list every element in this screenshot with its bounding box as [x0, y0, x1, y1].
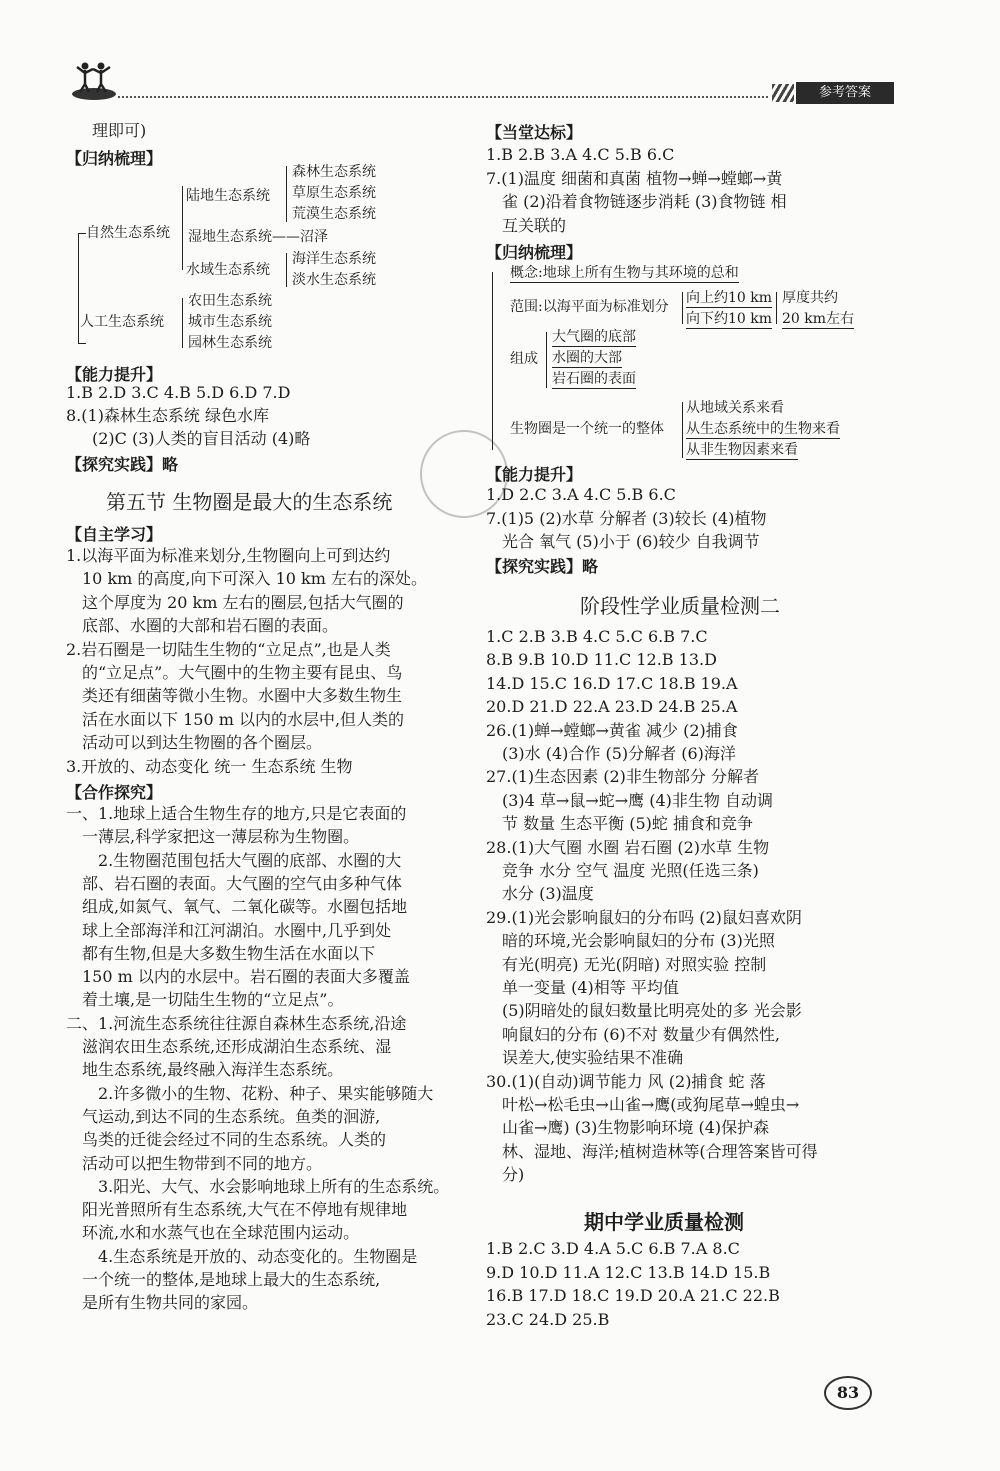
left-section-self-study: 【自主学习】 — [66, 525, 163, 544]
jc-line: 暗的环境,光会影响鼠妇的分布 (3)光照 — [502, 931, 775, 951]
dd-line: 互关联的 — [502, 215, 567, 235]
nl-line: 光合 氧气 (5)小于 (6)较少 自我调节 — [502, 532, 760, 551]
header-tag: 参考答案 — [796, 82, 894, 104]
rtree-whole-item: 从地域关系来看 — [686, 400, 784, 416]
hz-line: 地生态系统,最终融入海洋生态系统。 — [82, 1060, 344, 1080]
nl-line: 1.D 2.C 3.A 4.C 5.B 6.C — [486, 485, 676, 504]
rtree-down: 向下约10 km — [686, 311, 773, 327]
tree-art-item: 园林生态系统 — [188, 335, 272, 351]
zz-line: 这个厚度为 20 km 左右的圈层,包括大气圈的 — [82, 592, 404, 612]
zz-line: 活在水面以下 150 m 以内的水层中,但人类的 — [82, 709, 405, 729]
rtree-comp-item: 岩石圈的表面 — [552, 371, 636, 387]
jc-line: 26.(1)蝉→螳螂→黄雀 减少 (2)捕食 — [486, 720, 738, 740]
right-section-summary: 【归纳梳理】 — [486, 243, 583, 262]
hz-line: 2.许多微小的生物、花粉、种子、果实能够随大 — [98, 1083, 434, 1103]
hz-line: 一薄层,科学家把这一薄层称为生物圈。 — [82, 827, 360, 847]
right-tree — [486, 262, 906, 462]
left-line-0: 理即可) — [92, 121, 147, 140]
jc-line: 20.D 21.D 22.A 23.D 24.B 25.A — [486, 697, 738, 717]
left-ability-line: 1.B 2.D 3.C 4.B 5.D 6.D 7.D — [66, 383, 291, 402]
hz-line: 一个统一的整体,是地球上最大的生态系统, — [82, 1270, 381, 1289]
tree-land-item: 森林生态系统 — [292, 164, 376, 180]
zz-line: 1.以海平面为标准来划分,生物圈向上可到达约 — [66, 546, 391, 565]
jc-line: 叶松→松毛虫→山雀→鹰(或狗尾草→蝗虫→ — [502, 1095, 800, 1114]
hz-line: 都有生物,但是大多数生物生活在水面以下 — [82, 943, 376, 963]
test2-title: 阶段性学业质量检测二 — [580, 594, 780, 618]
rtree-concept: 概念:地球上所有生物与其环境的总和 — [510, 265, 739, 281]
hz-line: 气运动,到达不同的生态系统。鱼类的洄游, — [82, 1106, 381, 1126]
zz-line: 3.开放的、动态变化 统一 生态系统 生物 — [66, 756, 353, 776]
hz-line: 一、1.地球上适合生物生存的地方,只是它表面的 — [66, 804, 407, 823]
qz-line: 9.D 10.D 11.A 12.C 13.B 14.D 15.B — [486, 1262, 771, 1282]
jc-line: 竞争 水分 空气 温度 光照(任选三条) — [502, 861, 759, 880]
tree-wetland: 湿地生态系统——沼泽 — [188, 229, 328, 245]
zz-line: 的“立足点”。大气圈中的生物主要有昆虫、鸟 — [82, 663, 403, 682]
hz-line: 组成,如氮气、氧气、二氧化碳等。水圈包括地 — [82, 897, 408, 917]
jc-line: 响鼠妇的分布 (6)不对 数量少有偶然性, — [502, 1024, 780, 1044]
jc-line: 29.(1)光会影响鼠妇的分布吗 (2)鼠妇喜欢阴 — [486, 907, 802, 927]
hz-line: 环流,水和水蒸气也在全球范围内运动。 — [82, 1223, 360, 1243]
dd-line: 1.B 2.B 3.A 4.C 5.B 6.C — [486, 145, 675, 164]
hz-line: 二、1.河流生态系统往往源自森林生态系统,沿途 — [66, 1013, 407, 1033]
hz-line: 2.生物圈范围包括大气圈的底部、水圈的大 — [98, 850, 402, 870]
dd-line: 雀 (2)沿着食物链逐步消耗 (3)食物链 相 — [502, 192, 787, 211]
hz-line: 活动可以把生物带到不同的地方。 — [82, 1153, 323, 1173]
right-section-explore: 【探究实践】略 — [486, 557, 599, 576]
hz-line: 阳光普照所有生态系统,大气在不停地有规律地 — [82, 1200, 408, 1220]
jc-line: 14.D 15.C 16.D 17.C 18.B 19.A — [486, 673, 738, 693]
jc-line: (5)阴暗处的鼠妇数量比明亮处的多 光会影 — [502, 1001, 802, 1021]
tree-water: 水域生态系统 — [186, 262, 270, 278]
right-section-ability: 【能力提升】 — [486, 465, 583, 484]
hz-line: 3.阳光、大气、水会影响地球上所有的生态系统。 — [98, 1176, 450, 1196]
hz-line: 150 m 以内的水层中。岩石圈的表面大多覆盖 — [82, 967, 410, 987]
midterm-title: 期中学业质量检测 — [584, 1210, 744, 1234]
zz-line: 活动可以到达生物圈的各个圈层。 — [82, 733, 323, 753]
zz-line: 2.岩石圈是一切陆生生物的“立足点”,也是人类 — [66, 639, 391, 659]
tree-root-natural: 自然生态系统 — [86, 225, 170, 241]
tree-art-item: 城市生态系统 — [188, 314, 272, 330]
hz-line: 部、岩石圈的表面。大气圈的空气由多种气体 — [82, 873, 403, 893]
tree-land: 陆地生态系统 — [186, 188, 270, 204]
tree-land-item: 荒漠生态系统 — [292, 206, 376, 222]
left-section-ability: 【能力提升】 — [66, 365, 163, 384]
zz-line: 10 km 的高度,向下可深入 10 km 左右的深处。 — [82, 569, 427, 589]
tree-water-item: 海洋生态系统 — [292, 251, 376, 267]
rtree-comp-item: 水圈的大部 — [552, 350, 622, 366]
tree-artificial: 人工生态系统 — [80, 314, 164, 330]
section-title-5: 第五节 生物圈是最大的生态系统 — [106, 490, 393, 514]
jc-line: 分) — [502, 1165, 525, 1185]
rtree-comp: 组成 — [510, 351, 538, 367]
left-section-explore: 【探究实践】略 — [66, 455, 179, 474]
right-section-class: 【当堂达标】 — [486, 123, 583, 142]
rtree-thick2: 20 km左右 — [782, 311, 855, 327]
header-logo-icon — [70, 58, 118, 100]
jc-line: 有光(明亮) 无光(阴暗) 对照实验 控制 — [502, 954, 767, 974]
jc-line: 节 数量 生态平衡 (5)蛇 捕食和竞争 — [502, 814, 754, 834]
jc-line: (3)水 (4)合作 (5)分解者 (6)海洋 — [502, 744, 736, 763]
rtree-range: 范围:以海平面为标准划分 — [510, 299, 669, 315]
jc-line: 林、湿地、海洋;植树造林等(合理答案皆可得 — [502, 1141, 818, 1161]
zz-line: 底部、水圈的大部和岩石圈的表面。 — [82, 616, 339, 636]
hz-line: 是所有生物共同的家园。 — [82, 1293, 259, 1313]
left-ability-line: 8.(1)森林生态系统 绿色水库 — [66, 406, 270, 425]
left-section-cooperate: 【合作探究】 — [66, 783, 163, 802]
tree-water-item: 淡水生态系统 — [292, 272, 376, 288]
hz-line: 滋润农田生态系统,还形成湖泊生态系统、湿 — [82, 1037, 392, 1056]
left-tree — [66, 160, 406, 360]
hz-line: 球上全部海洋和江河湖泊。水圈中,几乎到处 — [82, 920, 392, 940]
qz-line: 1.B 2.C 3.D 4.A 5.C 6.B 7.A 8.C — [486, 1239, 740, 1258]
jc-line: 山雀→鹰) (3)生物影响环境 (4)保护森 — [502, 1118, 770, 1138]
page-number: 83 — [824, 1376, 872, 1410]
rtree-whole-item: 从生态系统中的生物来看 — [686, 421, 840, 437]
rtree-whole-item: 从非生物因素来看 — [686, 442, 798, 458]
jc-line: 30.(1)(自动)调节能力 风 (2)捕食 蛇 落 — [486, 1071, 766, 1091]
rtree-up: 向上约10 km — [686, 290, 773, 306]
jc-line: 水分 (3)温度 — [502, 884, 594, 904]
jc-line: (3)4 草→鼠→蛇→鹰 (4)非生物 自动调 — [502, 790, 773, 810]
qz-line: 23.C 24.D 25.B — [486, 1309, 610, 1329]
rtree-thick1: 厚度共约 — [782, 290, 838, 306]
jc-line: 8.B 9.B 10.D 11.C 12.B 13.D — [486, 650, 717, 670]
left-ability-line: (2)C (3)人类的盲目活动 (4)略 — [92, 429, 311, 448]
jc-line: 1.C 2.B 3.B 4.C 5.C 6.B 7.C — [486, 627, 708, 646]
jc-line: 27.(1)生态因素 (2)非生物部分 分解者 — [486, 767, 759, 787]
header-dotted-rule — [118, 96, 768, 98]
qz-line: 16.B 17.D 18.C 19.D 20.A 21.C 22.B — [486, 1286, 780, 1305]
hz-line: 鸟类的迁徙会经过不同的生态系统。人类的 — [82, 1130, 387, 1150]
header-stripes — [772, 84, 794, 102]
hz-line: 4.生态系统是开放的、动态变化的。生物圈是 — [98, 1246, 418, 1266]
jc-line: 单一变量 (4)相等 平均值 — [502, 978, 679, 997]
jc-line: 28.(1)大气圈 水圈 岩石圈 (2)水草 生物 — [486, 837, 770, 857]
tree-art-item: 农田生态系统 — [188, 293, 272, 309]
rtree-comp-item: 大气圈的底部 — [552, 329, 636, 345]
nl-line: 7.(1)5 (2)水草 分解者 (3)较长 (4)植物 — [486, 508, 767, 528]
jc-line: 误差大,使实验结果不准确 — [502, 1048, 684, 1068]
rtree-whole: 生物圈是一个统一的整体 — [510, 421, 664, 437]
hz-line: 着土壤,是一切陆生生物的“立足点”。 — [82, 990, 344, 1010]
left-section-summary: 【归纳梳理】 — [66, 149, 163, 168]
zz-line: 类还有细菌等微小生物。水圈中大多数生物生 — [82, 686, 403, 706]
tree-land-item: 草原生态系统 — [292, 185, 376, 201]
dd-line: 7.(1)温度 细菌和真菌 植物→蝉→螳螂→黄 — [486, 168, 783, 188]
